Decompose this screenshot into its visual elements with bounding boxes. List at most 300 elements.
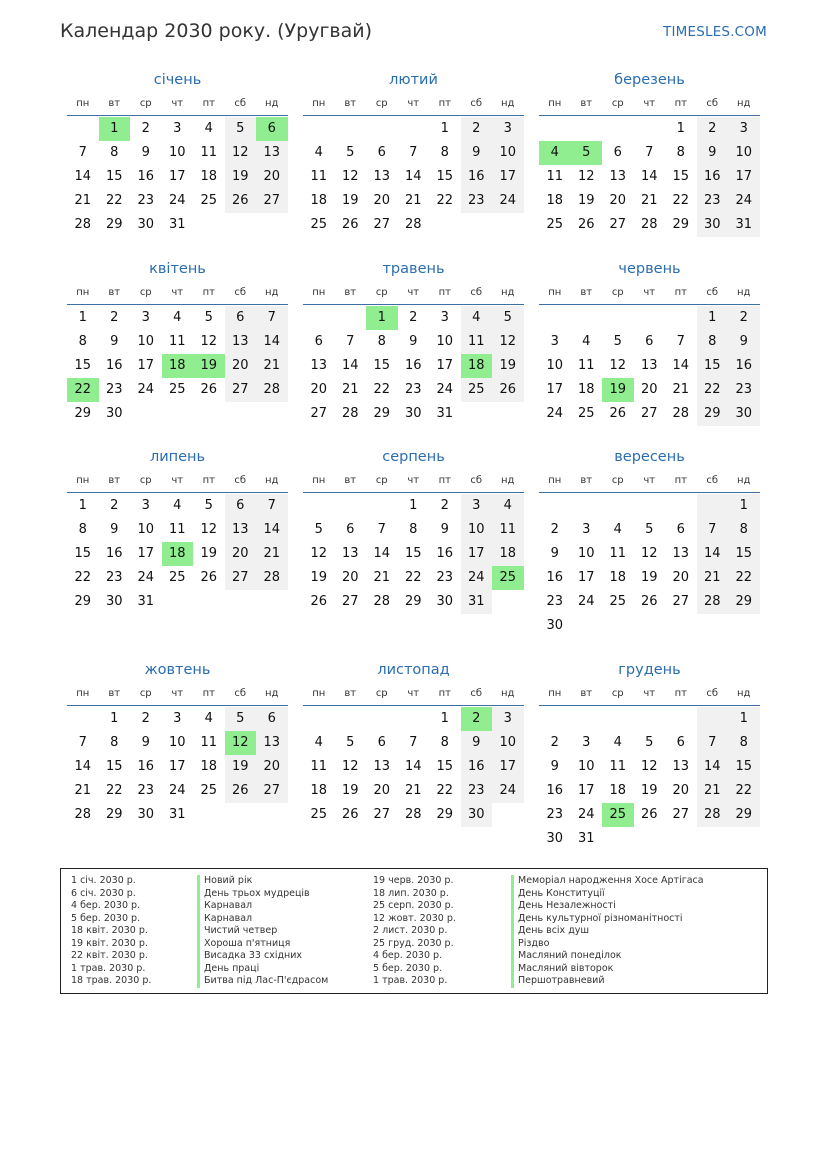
day-cell: 22 xyxy=(703,382,721,397)
day-cell: 8 xyxy=(739,735,748,750)
weekday-label: ср xyxy=(139,475,152,486)
day-cell: 13 xyxy=(672,546,690,561)
legend-holiday-date: 1 трав. 2030 р. xyxy=(373,975,448,986)
day-cell: 10 xyxy=(499,735,517,750)
legend-holiday-name: День культурної різноманітності xyxy=(511,913,704,926)
day-cell: 20 xyxy=(263,169,281,184)
holiday-day-cell: 18 xyxy=(162,354,194,378)
day-cell: 20 xyxy=(341,570,359,585)
day-cell: 22 xyxy=(74,570,92,585)
weekday-header xyxy=(67,688,288,706)
legend-holiday-name: Масляний понеділок xyxy=(511,950,704,963)
weekday-label: нд xyxy=(501,475,515,486)
day-cell: 5 xyxy=(503,310,512,325)
legend-dates-right xyxy=(373,875,456,988)
month-name: грудень xyxy=(618,662,681,678)
day-cell: 17 xyxy=(499,759,517,774)
weekday-label: сб xyxy=(706,475,719,486)
day-cell: 5 xyxy=(236,121,245,136)
day-cell: 20 xyxy=(231,546,249,561)
weekday-label: вт xyxy=(344,287,357,298)
weekday-label: пн xyxy=(76,475,90,486)
day-cell: 17 xyxy=(546,382,564,397)
holiday-day-cell: 1 xyxy=(366,306,398,330)
day-cell: 16 xyxy=(105,358,123,373)
weekday-label: нд xyxy=(265,287,279,298)
day-cell: 30 xyxy=(546,618,564,633)
holiday-day-cell: 2 xyxy=(461,707,493,731)
legend-holiday-name: День Конституції xyxy=(511,888,704,901)
day-cell: 29 xyxy=(672,217,690,232)
day-cell: 9 xyxy=(472,145,481,160)
day-cell: 5 xyxy=(346,735,355,750)
day-cell: 10 xyxy=(546,358,564,373)
day-cell: 16 xyxy=(546,570,564,585)
day-cell: 29 xyxy=(735,807,753,822)
legend-holiday-date: 4 бер. 2030 р. xyxy=(71,900,141,911)
day-cell: 16 xyxy=(546,783,564,798)
day-cell: 6 xyxy=(645,334,654,349)
day-cell: 15 xyxy=(735,546,753,561)
day-cell: 25 xyxy=(168,570,186,585)
day-cell: 6 xyxy=(346,522,355,537)
day-cell: 19 xyxy=(577,193,595,208)
day-cell: 24 xyxy=(735,193,753,208)
day-cell: 24 xyxy=(546,406,564,421)
weekday-label: чт xyxy=(407,475,420,486)
month-1 xyxy=(67,72,288,232)
legend-holiday-date: 18 лип. 2030 р. xyxy=(373,887,449,899)
day-cell: 15 xyxy=(105,169,123,184)
day-cell: 18 xyxy=(609,783,627,798)
day-cell: 16 xyxy=(105,546,123,561)
day-cell: 21 xyxy=(263,358,281,373)
day-cell: 18 xyxy=(200,759,218,774)
day-cell: 30 xyxy=(735,406,753,421)
day-cell: 6 xyxy=(377,145,386,160)
day-cell: 14 xyxy=(263,334,281,349)
day-cell: 7 xyxy=(409,735,418,750)
day-cell: 28 xyxy=(672,406,690,421)
weekday-header xyxy=(303,475,524,493)
day-cell: 22 xyxy=(404,570,422,585)
weekday-header xyxy=(303,98,524,116)
day-cell: 27 xyxy=(609,217,627,232)
day-cell: 6 xyxy=(314,334,323,349)
weekday-label: пт xyxy=(202,98,215,109)
day-cell: 18 xyxy=(499,546,517,561)
weekday-label: нд xyxy=(737,688,751,699)
day-cell: 23 xyxy=(546,594,564,609)
day-cell: 17 xyxy=(467,546,485,561)
legend-holiday-name: Різдво xyxy=(511,938,704,951)
day-cell: 6 xyxy=(377,735,386,750)
day-cell: 3 xyxy=(173,121,182,136)
weekday-label: пт xyxy=(438,475,451,486)
day-cell: 17 xyxy=(137,546,155,561)
day-cell: 7 xyxy=(409,145,418,160)
day-cell: 23 xyxy=(404,382,422,397)
day-cell: 17 xyxy=(436,358,454,373)
day-cell: 26 xyxy=(200,570,218,585)
day-cell: 22 xyxy=(373,382,391,397)
day-cell: 17 xyxy=(577,783,595,798)
weekday-label: ср xyxy=(611,475,624,486)
day-cell: 3 xyxy=(141,310,150,325)
legend-holiday-name: День праці xyxy=(197,963,328,976)
day-cell: 28 xyxy=(74,217,92,232)
weekday-label: сб xyxy=(470,98,483,109)
weekday-label: вт xyxy=(580,688,593,699)
weekday-label: чт xyxy=(407,98,420,109)
day-cell: 2 xyxy=(550,735,559,750)
day-cell: 25 xyxy=(310,807,328,822)
day-cell: 17 xyxy=(577,570,595,585)
day-cell: 30 xyxy=(105,594,123,609)
day-cell: 20 xyxy=(263,759,281,774)
day-cell: 5 xyxy=(613,334,622,349)
day-cell: 28 xyxy=(404,807,422,822)
day-cell: 28 xyxy=(263,382,281,397)
weekday-label: пт xyxy=(438,688,451,699)
day-cell: 22 xyxy=(105,783,123,798)
weekday-label: пн xyxy=(76,287,90,298)
day-cell: 13 xyxy=(640,358,658,373)
legend-holiday-date: 25 серп. 2030 р. xyxy=(373,900,454,911)
weekday-label: чт xyxy=(171,688,184,699)
day-cell: 22 xyxy=(436,193,454,208)
day-cell: 9 xyxy=(141,145,150,160)
day-cell: 28 xyxy=(341,406,359,421)
weekday-label: пн xyxy=(548,287,562,298)
day-cell: 14 xyxy=(263,522,281,537)
day-cell: 11 xyxy=(200,735,218,750)
day-cell: 3 xyxy=(440,310,449,325)
day-cell: 31 xyxy=(436,406,454,421)
day-cell: 9 xyxy=(110,522,119,537)
day-cell: 21 xyxy=(640,193,658,208)
day-cell: 19 xyxy=(640,783,658,798)
weekday-label: нд xyxy=(501,287,515,298)
weekday-label: ср xyxy=(375,98,388,109)
weekday-label: нд xyxy=(737,287,751,298)
holiday-day-cell: 19 xyxy=(193,354,225,378)
day-cell: 28 xyxy=(373,594,391,609)
day-cell: 13 xyxy=(341,546,359,561)
weekday-label: сб xyxy=(706,287,719,298)
weekday-label: вт xyxy=(108,475,121,486)
day-cell: 21 xyxy=(703,570,721,585)
day-cell: 19 xyxy=(640,570,658,585)
day-cell: 27 xyxy=(310,406,328,421)
weekday-label: сб xyxy=(470,475,483,486)
day-cell: 21 xyxy=(404,193,422,208)
day-cell: 12 xyxy=(341,169,359,184)
day-cell: 8 xyxy=(110,735,119,750)
weekday-label: пн xyxy=(312,688,326,699)
day-cell: 26 xyxy=(341,217,359,232)
day-cell: 13 xyxy=(373,759,391,774)
legend-holiday-name: Чистий четвер xyxy=(197,925,328,938)
day-cell: 20 xyxy=(231,358,249,373)
day-cell: 13 xyxy=(263,735,281,750)
day-cell: 12 xyxy=(640,759,658,774)
day-cell: 26 xyxy=(640,594,658,609)
weekday-label: нд xyxy=(737,475,751,486)
day-cell: 30 xyxy=(467,807,485,822)
day-cell: 29 xyxy=(74,594,92,609)
day-cell: 14 xyxy=(640,169,658,184)
holiday-day-cell: 19 xyxy=(602,378,634,402)
day-cell: 1 xyxy=(440,711,449,726)
weekday-label: пт xyxy=(202,287,215,298)
day-cell: 22 xyxy=(105,193,123,208)
weekday-label: нд xyxy=(265,98,279,109)
day-cell: 21 xyxy=(263,546,281,561)
day-cell: 19 xyxy=(200,546,218,561)
day-cell: 8 xyxy=(78,522,87,537)
weekday-label: сб xyxy=(234,688,247,699)
day-cell: 23 xyxy=(137,193,155,208)
month-name: травень xyxy=(382,261,445,277)
day-cell: 27 xyxy=(672,807,690,822)
day-cell: 4 xyxy=(173,498,182,513)
day-cell: 11 xyxy=(467,334,485,349)
legend-names-left xyxy=(197,875,328,988)
month-8 xyxy=(303,449,524,609)
day-cell: 9 xyxy=(409,334,418,349)
day-cell: 14 xyxy=(703,546,721,561)
holiday-day-cell: 6 xyxy=(256,117,288,141)
weekday-label: пт xyxy=(674,688,687,699)
weekend-shade xyxy=(697,494,729,518)
day-cell: 10 xyxy=(577,546,595,561)
legend-holiday-date: 12 жовт. 2030 р. xyxy=(373,912,456,924)
day-cell: 9 xyxy=(472,735,481,750)
weekday-label: нд xyxy=(265,475,279,486)
day-cell: 2 xyxy=(141,711,150,726)
legend-holiday-date: 18 трав. 2030 р. xyxy=(71,975,152,986)
weekday-label: ср xyxy=(139,98,152,109)
legend-holiday-date: 5 бер. 2030 р. xyxy=(71,912,141,924)
weekday-label: пт xyxy=(674,287,687,298)
holiday-day-cell: 25 xyxy=(602,803,634,827)
day-cell: 26 xyxy=(200,382,218,397)
day-cell: 31 xyxy=(735,217,753,232)
day-cell: 8 xyxy=(409,522,418,537)
day-cell: 16 xyxy=(703,169,721,184)
day-cell: 12 xyxy=(310,546,328,561)
day-cell: 8 xyxy=(110,145,119,160)
legend-dates-left xyxy=(71,875,151,988)
day-cell: 24 xyxy=(436,382,454,397)
weekday-label: вт xyxy=(580,98,593,109)
day-cell: 25 xyxy=(168,382,186,397)
holiday-day-cell: 18 xyxy=(162,542,194,566)
day-cell: 10 xyxy=(735,145,753,160)
day-cell: 20 xyxy=(310,382,328,397)
day-cell: 19 xyxy=(341,783,359,798)
day-cell: 27 xyxy=(672,594,690,609)
day-cell: 27 xyxy=(640,406,658,421)
holiday-legend xyxy=(60,868,768,994)
day-cell: 10 xyxy=(577,759,595,774)
day-cell: 25 xyxy=(310,217,328,232)
day-cell: 15 xyxy=(436,169,454,184)
weekday-label: нд xyxy=(737,98,751,109)
day-cell: 16 xyxy=(404,358,422,373)
weekday-label: вт xyxy=(108,98,121,109)
day-cell: 5 xyxy=(346,145,355,160)
month-name: березень xyxy=(614,72,685,88)
day-cell: 5 xyxy=(645,735,654,750)
day-cell: 31 xyxy=(137,594,155,609)
month-name: жовтень xyxy=(144,662,211,678)
month-name: серпень xyxy=(382,449,445,465)
day-cell: 26 xyxy=(577,217,595,232)
day-cell: 25 xyxy=(467,382,485,397)
day-cell: 4 xyxy=(314,735,323,750)
weekday-label: пн xyxy=(312,98,326,109)
page-title: Календар 2030 року. (Уругвай) xyxy=(60,20,373,42)
holiday-day-cell: 4 xyxy=(539,141,571,165)
day-cell: 27 xyxy=(263,783,281,798)
day-cell: 4 xyxy=(613,522,622,537)
day-cell: 12 xyxy=(341,759,359,774)
legend-names-right xyxy=(511,875,704,988)
day-cell: 4 xyxy=(314,145,323,160)
day-cell: 15 xyxy=(373,358,391,373)
legend-holiday-date: 4 бер. 2030 р. xyxy=(373,950,443,961)
month-3 xyxy=(539,72,760,232)
day-cell: 17 xyxy=(168,169,186,184)
weekday-label: пн xyxy=(312,475,326,486)
day-cell: 23 xyxy=(467,193,485,208)
legend-holiday-date: 2 лист. 2030 р. xyxy=(373,925,448,936)
day-cell: 18 xyxy=(546,193,564,208)
holiday-day-cell: 5 xyxy=(571,141,603,165)
day-cell: 20 xyxy=(672,570,690,585)
weekday-header xyxy=(67,98,288,116)
day-cell: 27 xyxy=(263,193,281,208)
day-cell: 28 xyxy=(263,570,281,585)
day-cell: 8 xyxy=(440,735,449,750)
day-cell: 6 xyxy=(613,145,622,160)
day-cell: 13 xyxy=(263,145,281,160)
day-cell: 30 xyxy=(404,406,422,421)
day-cell: 11 xyxy=(168,334,186,349)
day-cell: 6 xyxy=(676,522,685,537)
day-cell: 30 xyxy=(703,217,721,232)
day-cell: 17 xyxy=(735,169,753,184)
day-cell: 24 xyxy=(467,570,485,585)
day-cell: 26 xyxy=(310,594,328,609)
holiday-day-cell: 18 xyxy=(461,354,493,378)
weekday-label: чт xyxy=(171,287,184,298)
month-name: січень xyxy=(153,72,202,88)
day-cell: 12 xyxy=(640,546,658,561)
day-cell: 28 xyxy=(703,594,721,609)
day-cell: 10 xyxy=(168,735,186,750)
day-cell: 26 xyxy=(499,382,517,397)
day-cell: 9 xyxy=(550,759,559,774)
day-cell: 24 xyxy=(137,382,155,397)
day-cell: 13 xyxy=(373,169,391,184)
day-cell: 18 xyxy=(200,169,218,184)
legend-holiday-date: 18 квіт. 2030 р. xyxy=(71,925,148,936)
month-name: листопад xyxy=(377,662,450,678)
weekday-label: чт xyxy=(643,287,656,298)
day-cell: 2 xyxy=(110,498,119,513)
day-cell: 26 xyxy=(341,807,359,822)
day-cell: 21 xyxy=(703,783,721,798)
day-cell: 11 xyxy=(499,522,517,537)
legend-holiday-name: Карнавал xyxy=(197,913,328,926)
day-cell: 30 xyxy=(137,807,155,822)
day-cell: 11 xyxy=(310,169,328,184)
weekday-label: вт xyxy=(108,287,121,298)
day-cell: 3 xyxy=(141,498,150,513)
day-cell: 3 xyxy=(582,735,591,750)
day-cell: 5 xyxy=(314,522,323,537)
day-cell: 10 xyxy=(467,522,485,537)
day-cell: 14 xyxy=(404,169,422,184)
day-cell: 21 xyxy=(341,382,359,397)
holiday-day-cell: 1 xyxy=(99,117,131,141)
legend-holiday-date: 1 січ. 2030 р. xyxy=(71,875,136,886)
day-cell: 12 xyxy=(231,145,249,160)
weekday-label: пт xyxy=(674,475,687,486)
day-cell: 11 xyxy=(609,546,627,561)
day-cell: 25 xyxy=(200,193,218,208)
day-cell: 1 xyxy=(110,711,119,726)
weekday-label: нд xyxy=(501,688,515,699)
day-cell: 31 xyxy=(168,807,186,822)
day-cell: 3 xyxy=(550,334,559,349)
legend-holiday-date: 22 квіт. 2030 р. xyxy=(71,950,148,961)
legend-holiday-name: День Незалежності xyxy=(511,900,704,913)
day-cell: 23 xyxy=(105,570,123,585)
day-cell: 8 xyxy=(377,334,386,349)
day-cell: 12 xyxy=(200,522,218,537)
day-cell: 20 xyxy=(609,193,627,208)
legend-holiday-date: 1 трав. 2030 р. xyxy=(71,962,146,974)
day-cell: 23 xyxy=(436,570,454,585)
day-cell: 11 xyxy=(200,145,218,160)
day-cell: 29 xyxy=(105,217,123,232)
day-cell: 23 xyxy=(137,783,155,798)
month-name: червень xyxy=(618,261,681,277)
weekday-label: вт xyxy=(580,475,593,486)
day-cell: 9 xyxy=(141,735,150,750)
weekday-label: пт xyxy=(438,287,451,298)
day-cell: 25 xyxy=(577,406,595,421)
weekday-label: сб xyxy=(470,287,483,298)
day-cell: 10 xyxy=(499,145,517,160)
month-5 xyxy=(303,261,524,421)
brand-link[interactable]: TIMESLES.COM xyxy=(663,24,767,40)
day-cell: 13 xyxy=(609,169,627,184)
day-cell: 1 xyxy=(440,121,449,136)
day-cell: 20 xyxy=(672,783,690,798)
day-cell: 7 xyxy=(346,334,355,349)
day-cell: 29 xyxy=(703,406,721,421)
legend-holiday-name: Хороша п'ятниця xyxy=(197,938,328,951)
day-cell: 28 xyxy=(640,217,658,232)
day-cell: 3 xyxy=(739,121,748,136)
day-cell: 18 xyxy=(310,193,328,208)
weekday-label: пн xyxy=(548,475,562,486)
